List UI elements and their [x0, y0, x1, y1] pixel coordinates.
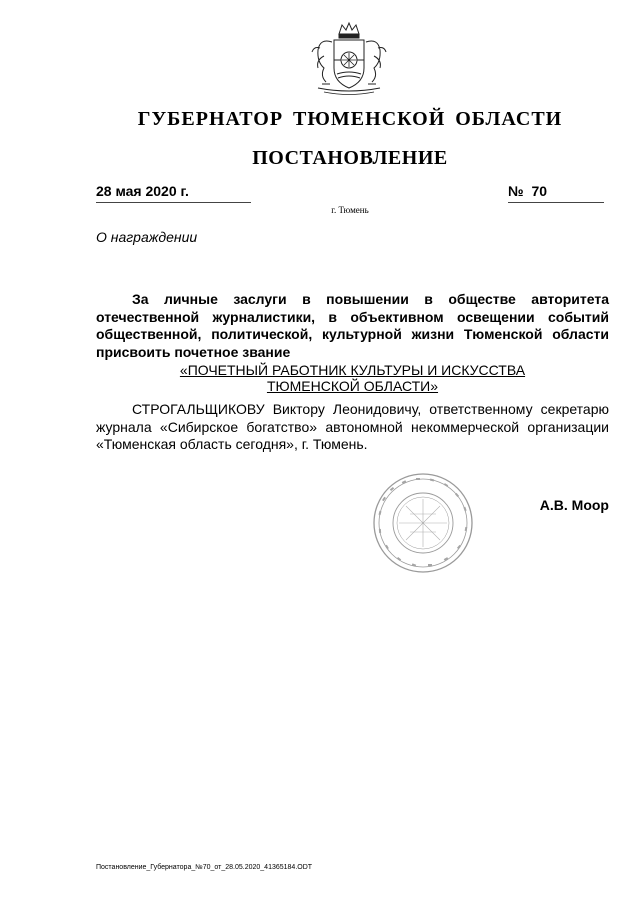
decree-intro: За личные заслуги в повышении в обществе авторитета отечественной журналистики, в объективном освещении событий общественной, политической, культурной жизни Тюменской области присвоить почетное звание — [96, 291, 609, 360]
document-number: 70 — [531, 183, 548, 199]
signatory-name: А.В. Моор — [539, 497, 609, 513]
coat-of-arms-icon — [304, 20, 394, 100]
document-city: г. Тюмень — [331, 205, 369, 215]
document-date: 28 мая 2020 г. — [96, 183, 251, 203]
document-subject: О награждении — [96, 229, 198, 245]
number-label: № — [508, 183, 524, 199]
honorary-title-line1: «ПОЧЕТНЫЙ РАБОТНИК КУЛЬТУРЫ И ИСКУССТВА — [179, 362, 526, 378]
document-number-field — [508, 183, 604, 203]
official-stamp-icon — [372, 472, 474, 574]
authority-title: ГУБЕРНАТОР ТЮМЕНСКОЙ ОБЛАСТИ — [137, 108, 563, 130]
awardee-paragraph: СТРОГАЛЬЩИКОВУ Виктору Леонидовичу, ответственному секретарю журнала «Сибирское богатство» автономной некоммерческой организации «Тюменская область сегодня», г. Тюмень. — [96, 401, 609, 452]
honorary-title — [96, 362, 609, 394]
honorary-title-line2: ТЮМЕНСКОЙ ОБЛАСТИ» — [266, 378, 439, 394]
document-type: ПОСТАНОВЛЕНИЕ — [252, 147, 448, 169]
file-footer: Постановление_Губернатора_№70_от_28.05.2020_41365184.ODT — [96, 864, 313, 871]
